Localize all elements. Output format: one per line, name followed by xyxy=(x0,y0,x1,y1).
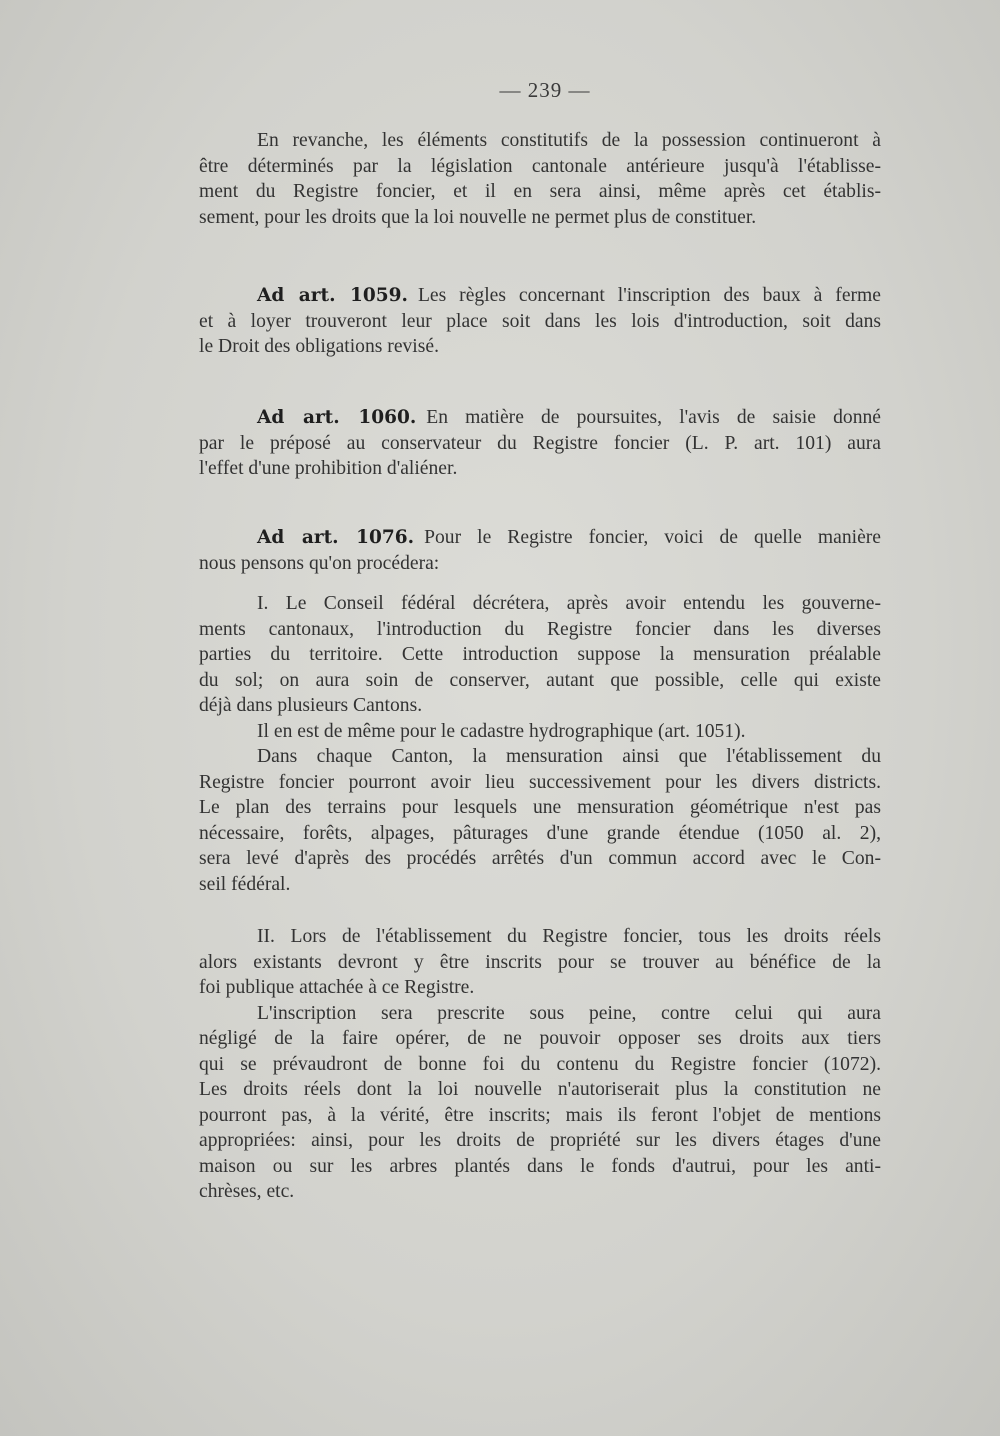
paragraph-art-1076 xyxy=(199,525,881,576)
text-line: L'inscription sera prescrite sous peine, contre celui qui aura xyxy=(257,1002,881,1024)
text-line: En revanche, les éléments constitutifs de la possession continueront à xyxy=(257,130,881,151)
paragraph-art-1059 xyxy=(199,283,881,360)
text-line: qui se prévaudront de bonne foi du contenu du Registre foncier (1072). xyxy=(199,1053,881,1075)
text-line xyxy=(199,525,881,551)
text-line: l'effet d'une prohibition d'aliéner. xyxy=(199,458,458,479)
text-line: parties du territoire. Cette introduction suppose la mensuration préalable xyxy=(199,644,881,665)
text-line: nous pensons qu'on procédera: xyxy=(199,552,440,574)
text-line: Les droits réels dont la loi nouvelle n'autoriserait plus la constitution ne xyxy=(199,1079,881,1100)
text-line: et à loyer trouveront leur place soit dans les lois d'introduction, soit dans xyxy=(199,310,881,332)
text-line: alors existants devront y être inscrits pour se trouver au bénéfice de la xyxy=(199,951,881,973)
page-number: — 239 — xyxy=(499,78,591,102)
text-line xyxy=(199,405,881,431)
text-line: sement, pour les droits que la loi nouvelle ne permet plus de constituer. xyxy=(199,206,757,228)
article-heading: Ad art. 1076. xyxy=(257,527,415,548)
text-line: sera levé d'après des procédés arrêtés d'un commun accord avec le Con- xyxy=(199,848,881,869)
text-line: Registre foncier pourront avoir lieu successivement pour les divers districts. xyxy=(199,771,881,793)
text-line: ment du Registre foncier, et il en sera ainsi, même après cet établis- xyxy=(199,181,881,202)
text-line: Le plan des terrains pour lesquels une mensuration géométrique n'est pas xyxy=(199,797,881,818)
text-line: par le préposé au conservateur du Registre foncier (L. P. art. 101) aura xyxy=(199,432,881,454)
text-line: le Droit des obligations revisé. xyxy=(199,336,439,357)
text-line: déjà dans plusieurs Cantons. xyxy=(199,695,423,716)
article-heading: Ad art. 1059. xyxy=(257,285,408,306)
section-ii xyxy=(199,924,881,1205)
paragraph-possession xyxy=(199,128,881,230)
text-line: maison ou sur les arbres plantés dans le fonds d'autrui, pour les anti- xyxy=(199,1155,881,1177)
text-line: être déterminés par la législation cantonale antérieure jusqu'à l'établisse- xyxy=(199,155,881,177)
text-line: négligé de la faire opérer, de ne pouvoir opposer ses droits aux tiers xyxy=(199,1028,881,1049)
article-heading: Ad art. 1060. xyxy=(257,407,417,428)
text-line: pourront pas, à la vérité, être inscrits; mais ils feront l'objet de mentions xyxy=(199,1104,881,1126)
text-line-content: Pour le Registre foncier, voici de quelle manière xyxy=(424,527,881,548)
text-line: II. Lors de l'établissement du Registre foncier, tous les droits réels xyxy=(257,926,881,947)
text-line: Il en est de même pour le cadastre hydrographique (art. 1051). xyxy=(257,720,746,742)
text-line: chrèses, etc. xyxy=(199,1181,295,1202)
text-line xyxy=(199,283,881,309)
text-line: seil fédéral. xyxy=(199,873,291,895)
text-line: foi publique attachée à ce Registre. xyxy=(199,977,475,998)
text-line: ments cantonaux, l'introduction du Registre foncier dans les diverses xyxy=(199,618,881,640)
text-line-content: Les règles concernant l'inscription des baux à ferme xyxy=(417,285,881,306)
paragraph-art-1060 xyxy=(199,405,881,482)
text-line: I. Le Conseil fédéral décrétera, après avoir entendu les gouverne- xyxy=(257,593,881,614)
text-line: nécessaire, forêts, alpages, pâturages d'une grande étendue (1050 al. 2), xyxy=(199,822,881,844)
text-line: appropriées: ainsi, pour les droits de propriété sur les divers étages d'une xyxy=(199,1130,881,1151)
text-line: Dans chaque Canton, la mensuration ainsi que l'établissement du xyxy=(257,746,881,767)
section-i xyxy=(199,591,881,897)
text-line: du sol; on aura soin de conserver, autant que possible, celle qui existe xyxy=(199,669,881,691)
text-line-content: En matière de poursuites, l'avis de saisie donné xyxy=(426,407,881,428)
